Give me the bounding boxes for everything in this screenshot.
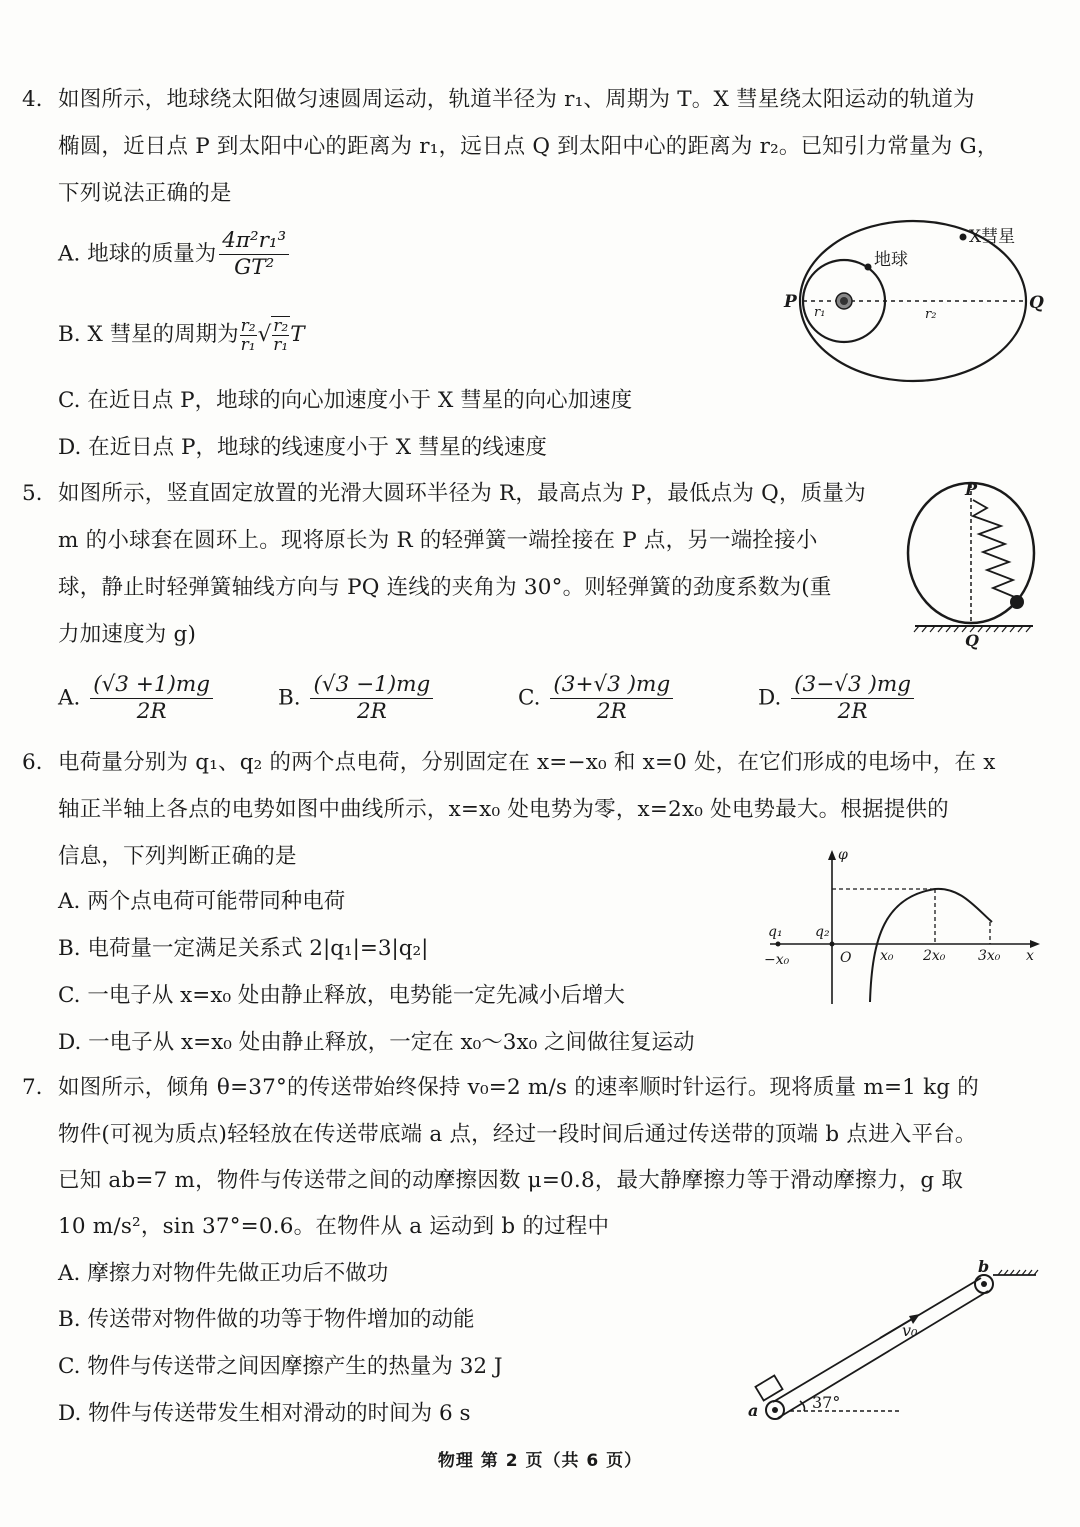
point-p-label: P	[965, 480, 978, 499]
q4-stem-line-1: 如图所示，地球绕太阳做匀速圆周运动，轨道半径为 r₁、周期为 T。X 彗星绕太阳运动的轨道为	[58, 87, 975, 112]
svg-text:x: x	[1026, 948, 1034, 964]
charge-q2-dot	[830, 942, 835, 947]
svg-text:−x₀: −x₀	[764, 952, 790, 968]
q5-option-a[interactable]: A. $\frac{(√3 +1)mg}{2R}$	[58, 672, 216, 725]
angle-label: 37°	[812, 1393, 841, 1412]
point-b-label: b	[978, 1258, 990, 1276]
spring-icon	[973, 500, 1017, 598]
earth-dot	[865, 264, 872, 271]
potential-curve	[870, 889, 992, 1002]
q4-orbit-figure	[770, 215, 1070, 395]
q5-stem-line-2: m 的小球套在圆环上。现将原长为 R 的轻弹簧一端拴接在 P 点，另一端拴接小	[58, 528, 818, 553]
q7-option-a[interactable]: A. 摩擦力对物件先做正功后不做功	[58, 1261, 389, 1286]
q5-option-c[interactable]: C. $\frac{(3+√3 )mg}{2R}$	[518, 672, 676, 725]
q5-stem-line-4: 力加速度为 g)	[58, 622, 197, 647]
q5-ring-figure	[905, 478, 1045, 653]
q6-option-b[interactable]: B. 电荷量一定满足关系式 2|q₁|=3|q₂|	[58, 936, 429, 961]
q5-number: 5.	[22, 481, 43, 506]
svg-text:q₂: q₂	[815, 924, 830, 940]
q4-stem-line-2: 椭圆，近日点 P 到太阳中心的距离为 r₁，远日点 Q 到太阳中心的距离为 r₂。已知引力常量为 G，	[58, 134, 999, 159]
page-footer: 物理 第 2 页（共 6 页）	[437, 1451, 643, 1471]
v0-label: v₀	[902, 1321, 918, 1340]
q4-option-d[interactable]: D. 在近日点 P，地球的线速度小于 X 彗星的线速度	[58, 435, 547, 460]
q6-stem-line-1: 电荷量分别为 q₁、q₂ 的两个点电荷，分别固定在 x=−x₀ 和 x=0 处，在它们形成的电场中，在 x	[58, 750, 996, 775]
q7-option-d[interactable]: D. 物件与传送带发生相对滑动的时间为 6 s	[58, 1401, 471, 1426]
q6-option-d[interactable]: D. 一电子从 x=x₀ 处由静止释放，一定在 x₀～3x₀ 之间做往复运动	[58, 1030, 695, 1055]
q5-option-b[interactable]: B. $\frac{(√3 -1)mg}{2R}$	[278, 672, 436, 725]
q7-stem-line-1: 如图所示，倾角 θ=37°的传送带始终保持 v₀=2 m/s 的速率顺时针运行。现将质量 m=1 kg 的	[58, 1075, 980, 1100]
q7-option-c[interactable]: C. 物件与传送带之间因摩擦产生的热量为 32 J	[58, 1354, 503, 1379]
q4-option-a-text: A. 地球的质量为	[58, 241, 217, 267]
q6-stem-line-2: 轴正半轴上各点的电势如图中曲线所示，x=x₀ 处电势为零，x=2x₀ 处电势最大。根据提供的	[58, 797, 949, 822]
q5-stem-line-3: 球，静止时轻弹簧轴线方向与 PQ 连线的夹角为 30°。则轻弹簧的劲度系数为(重	[58, 575, 832, 600]
q7-conveyor-figure	[740, 1258, 1040, 1428]
q7-option-b[interactable]: B. 传送带对物件做的功等于物件增加的动能	[58, 1307, 475, 1332]
svg-text:3x₀: 3x₀	[978, 948, 1001, 964]
svg-text:O: O	[840, 950, 852, 966]
q4-option-c[interactable]: C. 在近日点 P，地球的向心加速度小于 X 彗星的向心加速度	[58, 388, 633, 413]
point-q-label: Q	[1029, 293, 1044, 313]
q5-option-d[interactable]: D. $\frac{(3-√3 )mg}{2R}$	[758, 672, 917, 725]
point-p-label: P	[784, 292, 797, 312]
q6-number: 6.	[22, 750, 43, 775]
q7-stem-line-2: 物件(可视为质点)轻轻放在传送带底端 a 点，经过一段时间后通过传送带的顶端 b 点进入平台。	[58, 1122, 977, 1147]
svg-text:q₁: q₁	[768, 924, 783, 940]
q6-potential-graph	[760, 842, 1050, 1007]
belt-lower	[778, 1291, 988, 1418]
package-block	[755, 1375, 782, 1400]
q4-stem-line-3: 下列说法正确的是	[58, 181, 232, 206]
q6-stem-line-3: 信息，下列判断正确的是	[58, 844, 297, 869]
earth-label: 地球	[874, 250, 908, 270]
r2-label: r₂	[925, 307, 937, 322]
q7-stem-line-4: 10 m/s²，sin 37°=0.6。在物件从 a 运动到 b 的过程中	[58, 1214, 610, 1239]
svg-text:φ: φ	[838, 847, 848, 863]
svg-text:2x₀: 2x₀	[923, 948, 946, 964]
ball-icon	[1010, 595, 1024, 609]
point-a-label: a	[748, 1401, 759, 1420]
svg-text:x₀: x₀	[880, 948, 894, 964]
point-q-label: Q	[965, 631, 979, 650]
q4-option-b[interactable]: B. X 彗星的周期为 $\frac{\text{r₂}}{\text{r₁}}$ √ $\frac{\text{r₂}}{\text{r₁}}$ T	[58, 315, 305, 355]
q6-option-c[interactable]: C. 一电子从 x=x₀ 处由静止释放，电势能一定先减小后增大	[58, 983, 625, 1008]
q4-option-a-fraction: $\frac{\text{4π²r₁³}}{\text{GT²}}$	[219, 228, 289, 281]
comet-dot	[960, 234, 967, 241]
q4-option-b-text: B. X 彗星的周期为	[58, 322, 239, 347]
q5-stem-line-1: 如图所示，竖直固定放置的光滑大圆环半径为 R，最高点为 P，最低点为 Q，质量为	[58, 481, 866, 506]
q4-option-a[interactable]	[58, 228, 292, 281]
charge-q1-dot	[776, 942, 781, 947]
sqrt-sign: √ $\frac{\text{r₂}}{\text{r₁}}$	[257, 316, 289, 355]
belt-upper	[773, 1278, 981, 1402]
q6-option-a[interactable]: A. 两个点电荷可能带同种电荷	[58, 889, 346, 914]
r1-label: r₁	[814, 305, 826, 320]
comet-label: X彗星	[969, 227, 1016, 247]
q7-stem-line-3: 已知 ab=7 m，物件与传送带之间的动摩擦因数 μ=0.8，最大静摩擦力等于滑动摩擦力，g 取	[58, 1168, 964, 1193]
q7-number: 7.	[22, 1075, 43, 1100]
q4-number: 4.	[22, 87, 43, 112]
